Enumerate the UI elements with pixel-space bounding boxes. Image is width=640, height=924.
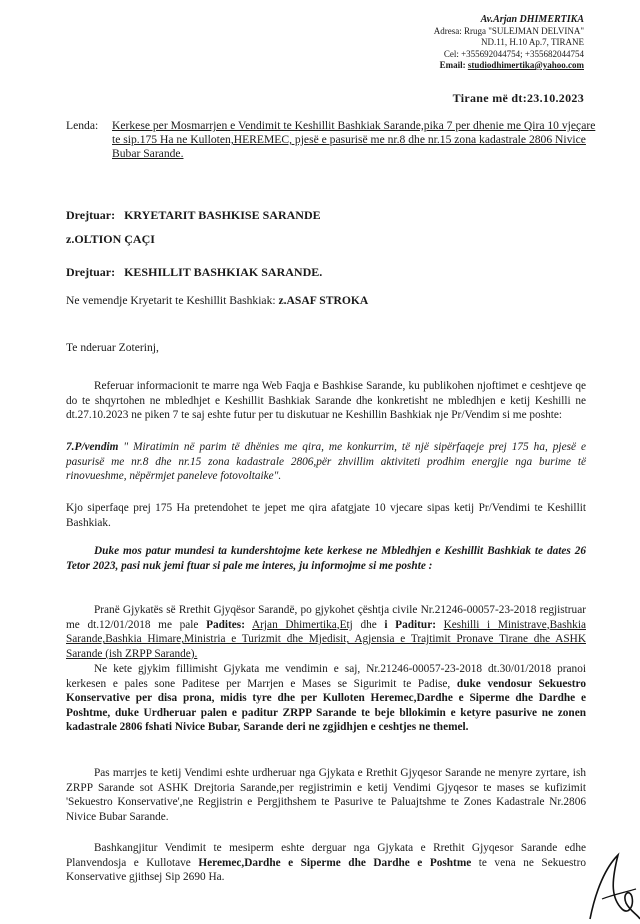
paragraph-8-text: Bashkangjitur Vendimit te mesiperm eshte derguar nga Gjykata e Rrethit Gjyqesor Sarande edhe Planvendosja e Kullotave [66, 842, 586, 869]
subject-text: Kerkese per Mosmarrjen e Vendimit te Keshillit Bashkiak Sarande,pika 7 per dhenie me Qira 10 vjeçare te sip.175 Ha ne Kulloten,HEREMEC, pjesë e pasurisë me nr.8 dhe nr.15 zona kadastrale 2806 Nivice Bubar Sarande. [112, 119, 596, 160]
paragraph-1-text: Referuar informacionit te marre nga Web Faqja e Bashkise Sarande, ku publikohen njoftimet e ceshtjeve qe do te shqyrtohen ne mbledhjet e Keshillit Bashkiak Sarande dhe konkretisht ne mbledhjen e ketij Keshilli ne dt.27.10.2023 ne piken 7 te saj eshte futur per tu diskutuar ne Keshillin Bashkiak nje Pr/Vendim si me poshte: [66, 380, 586, 422]
plaintiff-label: Padites: [206, 618, 245, 631]
paragraph-5 [66, 603, 586, 661]
paragraph-4-text: Duke mos patur mundesi ta kundershtojme kete kerkese ne Mbledhjen e Keshillit Bashkiak te dates 26 Tetor 2023, pasi nuk jemi ftuar si pale me interes, ju informojme si me poshte : [66, 545, 586, 572]
email-label: Email: [439, 60, 466, 70]
handwritten-signature [582, 849, 640, 924]
address-line: Adresa: Rruga "SULEJMAN DELVINA" [433, 25, 584, 36]
paragraph-1 [66, 379, 586, 423]
lawyer-name: Av.Arjan DHIMERTIKA [480, 14, 584, 25]
subject-block [66, 119, 606, 161]
addressee-1-value: KRYETARIT BASHKISE SARANDE [124, 208, 321, 222]
conjunction: dhe [352, 618, 385, 631]
plaintiff-value: Arjan Dhimertika,Etj [252, 618, 353, 631]
addressee-2-value: KESHILLIT BASHKIAK SARANDE. [124, 265, 323, 279]
greeting: Te nderuar Zoterinj, [66, 341, 159, 354]
paragraph-8-end: te vena ne Sekuestro Konservative gjithsej Sip 2690 Ha. [66, 856, 586, 884]
addressee-2-label: Drejtuar: [66, 265, 116, 279]
letter-date: Tirane më dt:23.10.2023 [452, 91, 584, 105]
paragraph-6-bold: duke vendosur Sekuestro Konservative per disa prona, midis tyre dhe per Kulloten Heremec,Dardhe e Siperme dhe Dardhe e Poshtme, duke Urdheruar palen e paditur ZRPP Sarande te beje bllokimin e ketyre pasurive ne zonen kadastrale 2806 fshati Nivice Bubar, Sarande deri ne zgjidhjen e ceshtjes ne themel. [66, 677, 586, 734]
phone-line: Cel: +355692044754; +355682044754 [443, 48, 584, 59]
email-line [434, 60, 584, 72]
attention-prefix: Ne vemendje Kryetarit te Keshillit Bashkiak: [66, 294, 279, 307]
paragraph-8 [66, 841, 586, 885]
attention-line [66, 294, 368, 307]
proposal-label: 7.P/vendim [66, 441, 119, 453]
paragraph-3: Kjo siperfaqe prej 175 Ha pretendohet te jepet me qira afatgjate 10 vjecare sipas ketij Pr/Vendimi te Keshillit Bashkiak. [66, 502, 586, 529]
addressee-1 [66, 208, 321, 223]
email-address: studiodhimertika@yahoo.com [467, 60, 584, 70]
proposal-text: " Miratimin në parim të dhënies me qira, me konkurrim, të një sipërfaqeje prej 175 ha, pjesë e pasurisë me nr.8 dhe nr.15 zona kadastrale 2806,për zhvillim aktiviteti prodhim energjie nga burime të rinovueshme, nëpërmjet paneleve fotovoltaike". [66, 441, 586, 483]
defendant-value: Keshilli i Ministrave,Bashkia Sarande,Bashkia Himare,Ministria e Turizmit dhe Mjedisit, Agjensia e Trajtimit Pronave Tirane dhe ASHK Sarande (ish ZRPP Sarande). [66, 618, 586, 660]
paragraph-4 [66, 544, 586, 573]
paragraph-7 [66, 766, 586, 824]
paragraph-5-text: Pranë Gjykatës së Rrethit Gjyqësor Sarandë, po gjykohet çështja civile Nr.21246-00057-23-2018 regjistruar me dt.12/01/2018 me pale [66, 604, 586, 631]
address-line-2: ND.11, H.10 Ap.7, TIRANE [481, 37, 584, 47]
paragraph-7-text: Pas marrjes te ketij Vendimi eshte urdheruar nga Gjykata e Rrethit Gjyqesor Sarande ne menyre zyrtare, ish ZRPP Sarande sot ASHK Drejtoria Sarande,per regjistrimin e ketij Vendimi Gjyqesor te mases se kufizimit 'Sekuestro Konservative',ne Regjistrin e Pergjithshem te Pasurive te Paluajtshme te Zones Kadastrale Nr.2806 Nivice Bubar Sarande. [66, 767, 586, 823]
letterhead [434, 14, 584, 72]
addressee-1-person: z.OLTION ÇAÇI [66, 232, 155, 246]
paragraph-8-bold: Heremec,Dardhe e Siperme dhe Dardhe e Poshtme [198, 856, 472, 869]
defendant-label: i Paditur: [384, 618, 436, 631]
addressee-1-label: Drejtuar: [66, 208, 116, 222]
addressee-2 [66, 265, 322, 280]
paragraph-2 [66, 440, 586, 484]
paragraph-6 [66, 662, 586, 735]
attention-name: z.ASAF STROKA [278, 294, 369, 307]
paragraph-6-text: Ne kete gjykim fillimisht Gjykata me vendimin e saj, Nr.21246-00057-23-2018 dt.30/01/2018 pranoi kerkesen e pales sone Paditese per Marrjen e Mases se Sigurimit te Padise, [66, 663, 586, 690]
subject-label: Lenda: [66, 119, 99, 132]
